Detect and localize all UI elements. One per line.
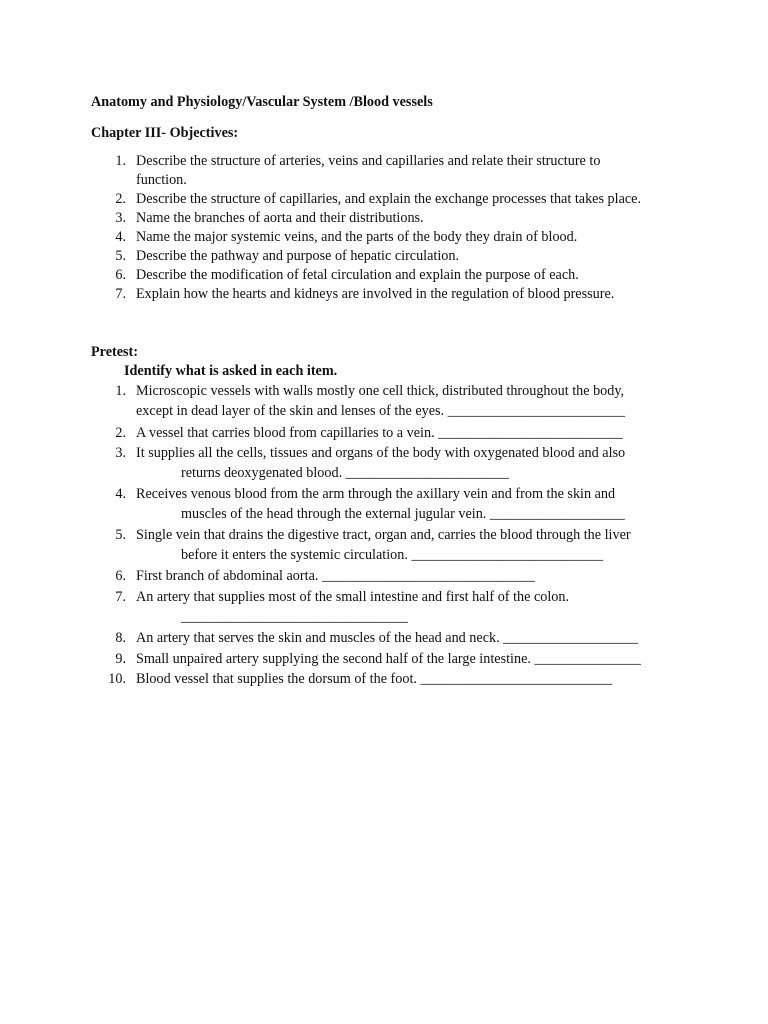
pretest-number: 10. bbox=[108, 671, 126, 687]
objective-text: Describe the modification of fetal circulation and explain the purpose of each. bbox=[136, 267, 579, 283]
pretest-text: Microscopic vessels with walls mostly one cell thick, distributed throughout the body, bbox=[136, 383, 625, 399]
pretest-text: muscles of the head through the external jugular vein. ___________________ bbox=[181, 506, 625, 522]
pretest-text: Blood vessel that supplies the dorsum of the foot. ___________________________ bbox=[136, 671, 613, 687]
pretest-text: It supplies all the cells, tissues and organs of the body with oxygenated blood and also bbox=[136, 445, 626, 461]
objective-text: Name the branches of aorta and their distributions. bbox=[136, 210, 424, 226]
objective-number: 2. bbox=[115, 191, 126, 207]
pretest-text: returns deoxygenated blood. _______________________ bbox=[181, 465, 509, 481]
objective-text: Describe the structure of arteries, veins and capillaries and relate their structure to bbox=[136, 153, 601, 169]
pretest-text: An artery that serves the skin and muscles of the head and neck. ___________________ bbox=[136, 630, 638, 646]
objective-text: function. bbox=[136, 172, 187, 188]
pretest-number: 4. bbox=[115, 486, 126, 502]
chapter-heading: Chapter III- Objectives: bbox=[91, 125, 239, 141]
pretest-text: except in dead layer of the skin and lenses of the eyes. _________________________ bbox=[136, 403, 625, 419]
pretest-text: First branch of abdominal aorta. ______________________________ bbox=[136, 568, 535, 584]
pretest-number: 9. bbox=[115, 651, 126, 667]
objective-number: 5. bbox=[115, 248, 126, 264]
document-title: Anatomy and Physiology/Vascular System /Blood vessels bbox=[91, 94, 433, 110]
pretest-text: An artery that supplies most of the small intestine and first half of the colon. bbox=[136, 589, 570, 605]
objective-text: Describe the pathway and purpose of hepatic circulation. bbox=[136, 248, 460, 264]
pretest-number: 7. bbox=[115, 589, 126, 605]
pretest-text: before it enters the systemic circulation. ___________________________ bbox=[181, 547, 603, 563]
pretest-text: Small unpaired artery supplying the second half of the large intestine. _______________ bbox=[136, 651, 641, 667]
objective-text: Describe the structure of capillaries, and explain the exchange processes that takes place. bbox=[136, 191, 642, 207]
pretest-number: 8. bbox=[115, 630, 126, 646]
pretest-number: 3. bbox=[115, 445, 126, 461]
objective-text: Explain how the hearts and kidneys are involved in the regulation of blood pressure. bbox=[136, 286, 615, 302]
pretest-text: Receives venous blood from the arm through the axillary vein and from the skin and bbox=[136, 486, 616, 502]
pretest-instruction: Identify what is asked in each item. bbox=[124, 363, 338, 379]
pretest-number: 2. bbox=[115, 425, 126, 441]
pretest-number: 5. bbox=[115, 527, 126, 543]
objective-number: 6. bbox=[115, 267, 126, 283]
pretest-heading: Pretest: bbox=[91, 344, 138, 360]
pretest-text: A vessel that carries blood from capillaries to a vein. __________________________ bbox=[136, 425, 623, 441]
pretest-text: Single vein that drains the digestive tract, organ and, carries the blood through the liver bbox=[136, 527, 631, 543]
objective-text: Name the major systemic veins, and the parts of the body they drain of blood. bbox=[136, 229, 578, 245]
objective-number: 4. bbox=[115, 229, 126, 245]
pretest-text: ________________________________ bbox=[181, 609, 408, 625]
objective-number: 7. bbox=[115, 286, 126, 302]
pretest-number: 1. bbox=[115, 383, 126, 399]
pretest-number: 6. bbox=[115, 568, 126, 584]
objective-number: 1. bbox=[115, 153, 126, 169]
objective-number: 3. bbox=[115, 210, 126, 226]
